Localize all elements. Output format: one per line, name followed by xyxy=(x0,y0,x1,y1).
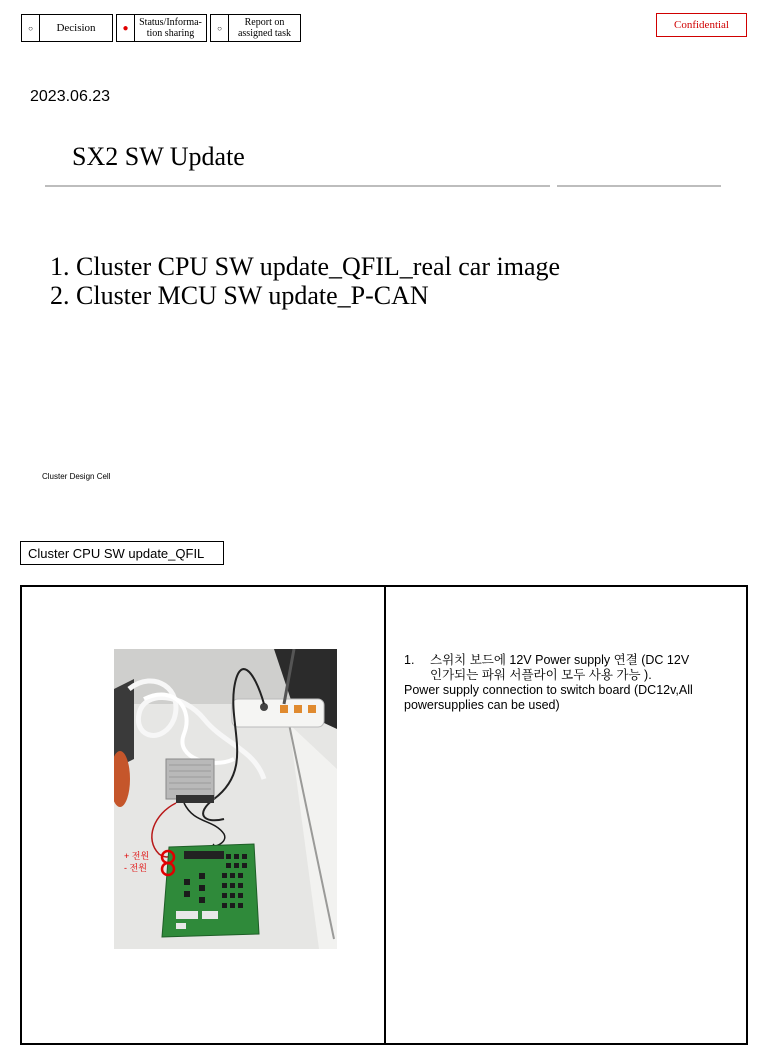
switch-board-photo xyxy=(114,649,337,949)
title-divider-right xyxy=(557,185,721,187)
switch-board-photo-image xyxy=(114,649,337,949)
cell-name-footer: Cluster Design Cell xyxy=(42,472,111,481)
option-report-task-label: Report on assigned task xyxy=(237,17,292,39)
photo-label-plus: + 전원 xyxy=(124,851,150,861)
agenda-list xyxy=(50,252,560,310)
document-date: 2023.06.23 xyxy=(30,88,111,105)
step-korean-line2: 인가되는 파워 서플라이 모두 사용 가능 ). xyxy=(430,668,652,682)
option-decision-mark: ○ xyxy=(22,15,40,41)
option-decision-label: Decision xyxy=(56,21,96,34)
section-label: Cluster CPU SW update_QFIL xyxy=(20,541,224,565)
option-status-sharing-mark: ● xyxy=(117,15,135,41)
step-instruction xyxy=(404,653,734,713)
page-title: SX2 SW Update xyxy=(72,142,245,171)
step-english: Power supply connection to switch board (DC12v,All powersupplies can be used) xyxy=(404,683,693,712)
step-korean-line1: 스위치 보드에 12V Power supply 연결 (DC 12V xyxy=(430,653,690,667)
title-divider-left xyxy=(45,185,550,187)
option-status-sharing xyxy=(116,14,207,42)
option-status-sharing-label: Status/Informa- tion sharing xyxy=(139,17,202,39)
option-report-task-mark: ○ xyxy=(211,15,229,41)
agenda-item: 1. Cluster CPU SW update_QFIL_real car image xyxy=(50,252,561,281)
photo-label-minus: - 전원 xyxy=(124,863,147,873)
option-report-task xyxy=(210,14,301,42)
confidential-badge: Confidential xyxy=(656,13,747,37)
step-korean xyxy=(404,653,734,683)
instruction-table xyxy=(20,585,748,1045)
option-decision xyxy=(21,14,113,42)
table-column-divider xyxy=(384,587,386,1043)
step-number: 1. xyxy=(404,653,415,667)
agenda-item: 2. Cluster MCU SW update_P-CAN xyxy=(50,281,429,310)
